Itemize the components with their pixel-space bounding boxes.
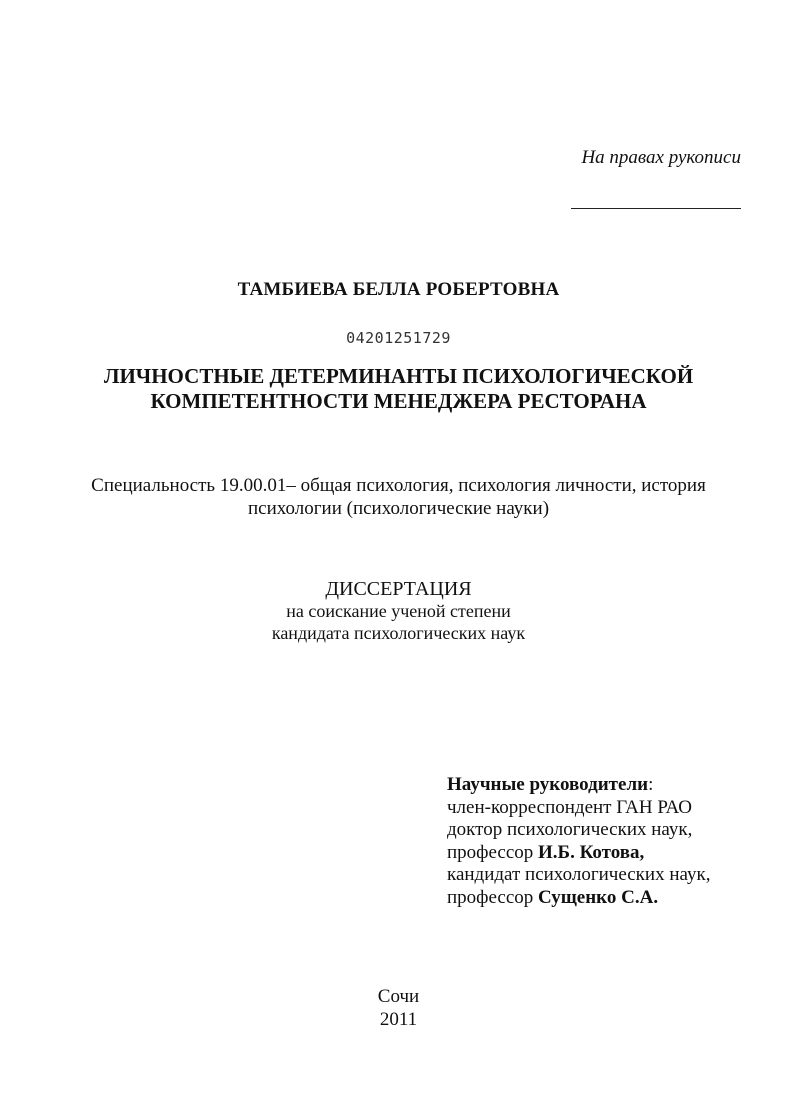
advisors-heading: Научные руководители (447, 774, 649, 795)
dissertation-title (0, 364, 797, 414)
advisor-title-2: профессор (447, 886, 539, 908)
advisor-line-4: кандидат психологических наук, (447, 864, 711, 885)
degree-line-1: на соискание ученой степени (286, 601, 511, 621)
year: 2011 (379, 1009, 418, 1030)
advisor-line-5 (447, 887, 710, 910)
specialty (0, 474, 797, 520)
footer (0, 985, 797, 1031)
advisors-heading-row (447, 774, 710, 797)
registration-code: 04201251729 (346, 329, 451, 347)
specialty-line-2: психологии (психологические науки) (247, 498, 550, 519)
author-name: ТАМБИЕВА БЕЛЛА РОБЕРТОВНА (237, 279, 560, 300)
advisors-block (447, 774, 710, 909)
specialty-line-1: Специальность 19.00.01– общая психология, психология личности, история (91, 475, 706, 496)
title-line-2: КОМПЕТЕНТНОСТИ МЕНЕДЖЕРА РЕСТОРАНА (150, 389, 647, 413)
advisors-heading-colon: : (648, 774, 654, 795)
advisor-title-1: профессор (447, 841, 539, 863)
city: Сочи (377, 986, 420, 1007)
degree-line-2: кандидата психологических наук (271, 623, 526, 643)
advisor-name-2: Сущенко С.А. (538, 886, 659, 908)
degree-heading: ДИССЕРТАЦИЯ (325, 578, 472, 600)
rights-notice: На правах рукописи (581, 147, 741, 168)
title-line-1: ЛИЧНОСТНЫЕ ДЕТЕРМИНАНТЫ ПСИХОЛОГИЧЕСКОЙ (103, 364, 694, 388)
advisor-line-3 (447, 842, 710, 865)
advisor-name-1: И.Б. Котова, (538, 841, 645, 863)
degree-block (0, 578, 797, 644)
advisor-line-2: доктор психологических наук, (447, 819, 693, 840)
advisor-line-1: член-корреспондент ГАН РАО (447, 796, 692, 818)
signature-line (571, 208, 741, 209)
